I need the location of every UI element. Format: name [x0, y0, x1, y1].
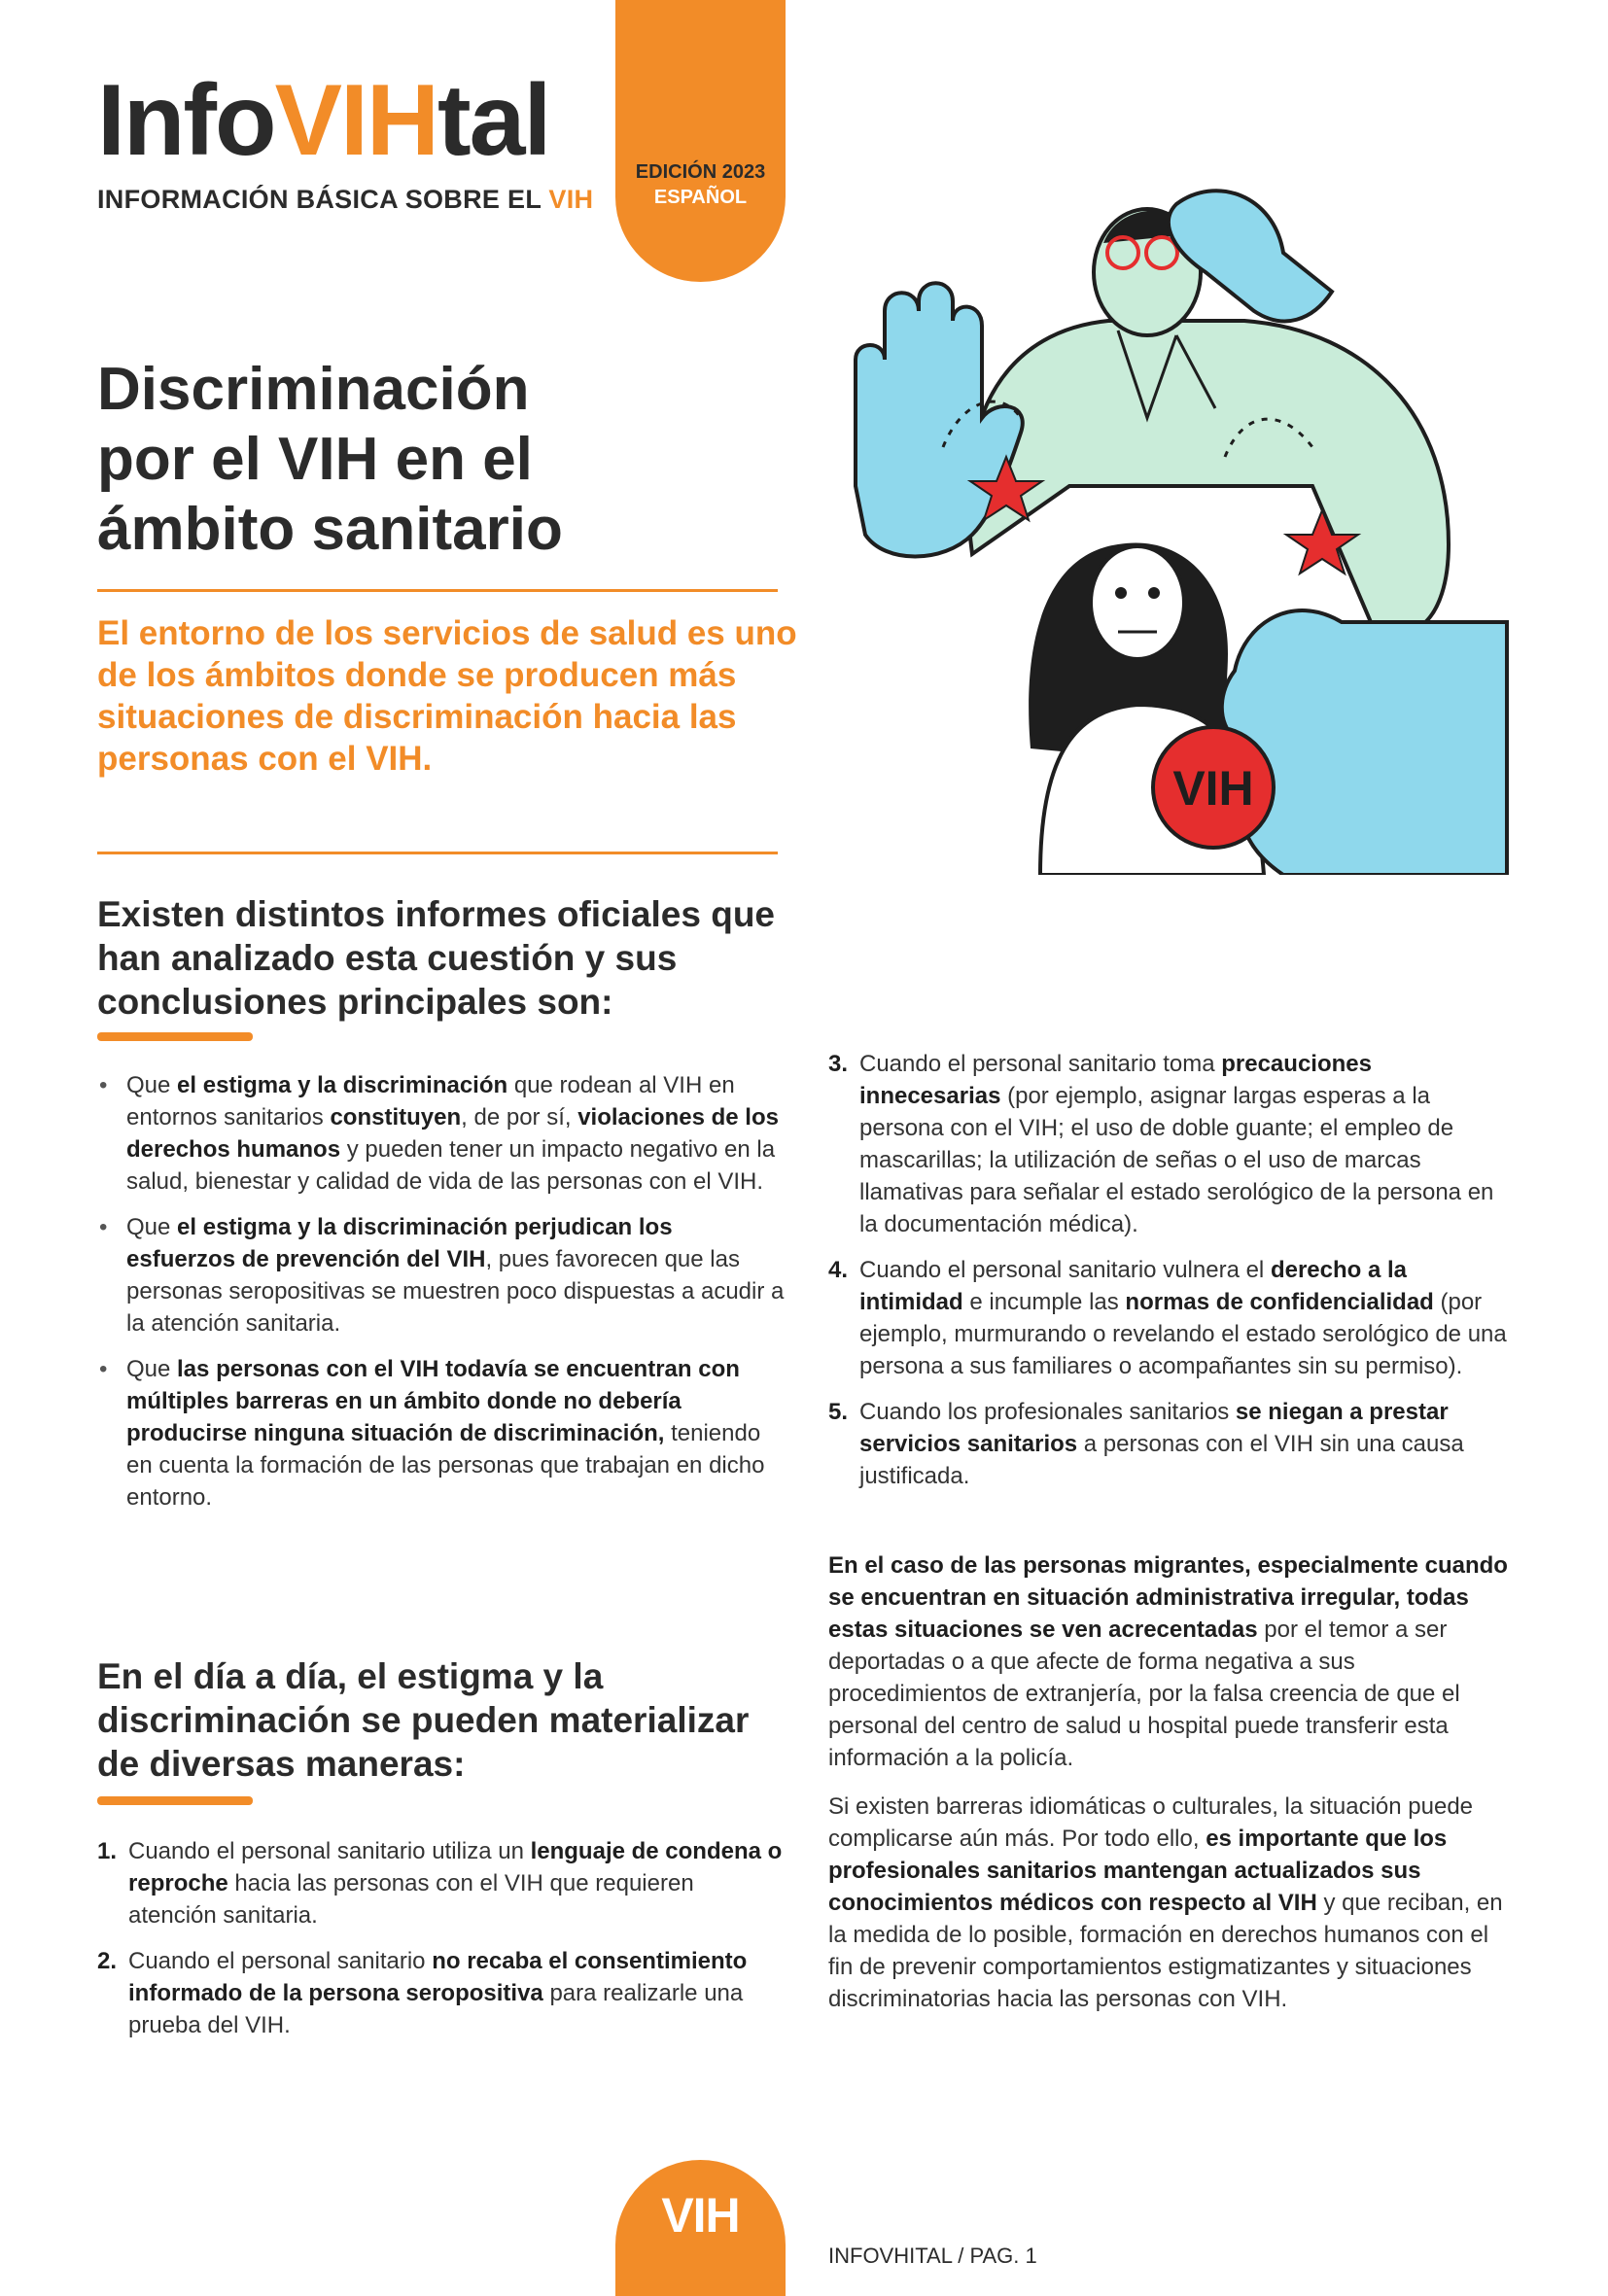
- emphasis-text: constituyen: [330, 1104, 462, 1131]
- emphasis-text: En el caso de las personas migrantes, especialmente cuando se encuentran en situación administrativa irregular, todas estas situaciones se ven acrecentadas: [828, 1552, 1508, 1643]
- vih-badge-label: VIH: [1172, 761, 1254, 816]
- section-heading: Existen distintos informes oficiales que han analizado esta cuestión y sus conclusiones principales son:: [97, 894, 776, 1022]
- list-item: [97, 1069, 787, 1198]
- body-text: Cuando los profesionales sanitarios: [859, 1399, 1236, 1425]
- body-text: para realizarle una prueba del VIH.: [128, 1980, 744, 2038]
- body-text: , pues favorecen que las personas seropositivas se muestren poco dispuestas a acudir a la atención sanitaria.: [126, 1246, 785, 1337]
- conclusions-list: [97, 1069, 787, 1527]
- body-text: Cuando el personal sanitario utiliza un: [128, 1838, 531, 1864]
- list-item: [97, 1353, 787, 1513]
- emphasis-text: no recaba el consentimiento informado de la persona seropositiva: [128, 1948, 748, 2006]
- heading-underline: [97, 1796, 253, 1805]
- body-text: Que: [126, 1356, 178, 1382]
- body-text: que rodean al VIH en entornos sanitarios: [126, 1072, 735, 1131]
- tagline-text: INFORMACIÓN BÁSICA SOBRE EL: [97, 185, 549, 214]
- emphasis-text: derecho a la intimidad: [859, 1257, 1407, 1315]
- body-text: hacia las personas con el VIH que requieren atención sanitaria.: [128, 1870, 694, 1929]
- edition-language: ESPAÑOL: [653, 187, 748, 208]
- emphasis-text: precauciones innecesarias: [859, 1051, 1372, 1109]
- body-text: (por ejemplo, murmurando o revelando el estado serológico de una persona a sus familiares o acompañantes sin su permiso).: [859, 1289, 1507, 1379]
- heading-underline: [97, 1032, 253, 1041]
- glove-hand-icon: [1219, 610, 1507, 875]
- emphasis-text: es importante que los profesionales sanitarios mantengan actualizados sus conocimientos médicos con respecto al VIH: [828, 1826, 1448, 1916]
- footer-logo: VIH: [661, 2188, 740, 2243]
- healthcare-discrimination-illustration: [826, 165, 1526, 875]
- emphasis-text: se niegan a prestar servicios sanitarios: [859, 1399, 1449, 1457]
- item-number: 4.: [828, 1257, 849, 1283]
- list-item: [828, 1254, 1509, 1382]
- body-text: y que reciban, en la medida de lo posible, formación en derechos humanos con el fin de prevenir comportamientos estigmatizantes y situaciones discriminatorias hacia las personas con VIH.: [828, 1890, 1503, 2012]
- body-text: Cuando el personal sanitario: [128, 1948, 433, 1974]
- discrimination-list: [97, 1835, 787, 2055]
- list-item: [97, 1835, 787, 1931]
- logo-vih: VIH: [274, 64, 437, 177]
- body-text: , de por sí,: [461, 1104, 578, 1131]
- list-item: [97, 1211, 787, 1339]
- logo-prefix: Info: [97, 64, 275, 177]
- body-text: Que: [126, 1072, 178, 1098]
- patient-face-icon: [1091, 546, 1184, 659]
- body-text: Si existen barreras idiomáticas o culturales, la situación puede complicarse aún más. Por todo ello,: [828, 1793, 1474, 1852]
- item-number: 5.: [828, 1399, 849, 1425]
- body-text: (por ejemplo, asignar largas esperas a la persona con el VIH; el uso de doble guante; el empleo de mascarillas; la utilización de señas o el uso de marcas llamativas para señalar el estado serológico de la persona en la documentación médica).: [859, 1083, 1494, 1237]
- discrimination-list-continued: [828, 1048, 1509, 1506]
- edition-year: EDICIÓN 2023: [635, 161, 766, 183]
- list-item: [828, 1396, 1509, 1492]
- title-line: por el VIH en el: [97, 426, 533, 493]
- emphasis-text: el estigma y la discriminación perjudican los esfuerzos de prevención del VIH: [126, 1214, 673, 1272]
- edition-tab: [615, 0, 786, 282]
- body-text: Cuando el personal sanitario vulnera el: [859, 1257, 1271, 1283]
- body-text: teniendo en cuenta la formación de las personas que trabajan en dicho entorno.: [126, 1420, 765, 1511]
- title-line: ámbito sanitario: [97, 496, 563, 563]
- divider: [97, 852, 778, 854]
- section-heading: En el día a día, el estigma y la discriminación se pueden materializar de diversas maneras:: [97, 1656, 750, 1784]
- title-line: Discriminación: [97, 356, 530, 423]
- list-item: [97, 1945, 787, 2041]
- body-text: Que: [126, 1214, 178, 1240]
- emphasis-text: lenguaje de condena o reproche: [128, 1838, 783, 1896]
- emphasis-text: el estigma y la discriminación: [177, 1072, 508, 1098]
- body-text: e incumple las: [962, 1289, 1126, 1315]
- body-text: Cuando el personal sanitario toma: [859, 1051, 1222, 1077]
- tagline-vih: VIH: [548, 185, 594, 214]
- body-text: a personas con el VIH sin una causa justificada.: [859, 1431, 1464, 1489]
- page-number: INFOVHITAL / PAG. 1: [828, 2244, 1037, 2268]
- page-title: [97, 355, 642, 565]
- migrants-paragraph: [828, 1549, 1509, 1774]
- item-number: 3.: [828, 1051, 849, 1077]
- logo-suffix: tal: [437, 64, 550, 177]
- item-number: 1.: [97, 1838, 118, 1864]
- emphasis-text: normas de confidencialidad: [1125, 1289, 1434, 1315]
- item-number: 2.: [97, 1948, 118, 1974]
- lead-paragraph: El entorno de los servicios de salud es uno de los ámbitos donde se producen más situaciones de discriminación hacia las personas con el VIH.: [97, 614, 797, 778]
- emphasis-text: las personas con el VIH todavía se encuentran con múltiples barreras en un ámbito donde no debería producirse ninguna situación de discriminación,: [126, 1356, 740, 1446]
- barriers-paragraph: [828, 1791, 1509, 2015]
- brand-tagline: [97, 185, 593, 215]
- divider: [97, 589, 778, 592]
- emphasis-text: violaciones de los derechos humanos: [126, 1104, 779, 1163]
- brand-logo: [97, 64, 550, 177]
- body-text: por el temor a ser deportadas o a que afecte de forma negativa a sus procedimientos de extranjería, por la falsa creencia de que el personal del centro de salud u hospital puede transferir esta información a la policía.: [828, 1617, 1460, 1771]
- list-item: [828, 1048, 1509, 1240]
- body-text: y pueden tener un impacto negativo en la salud, bienestar y calidad de vida de las personas con el VIH.: [126, 1136, 776, 1195]
